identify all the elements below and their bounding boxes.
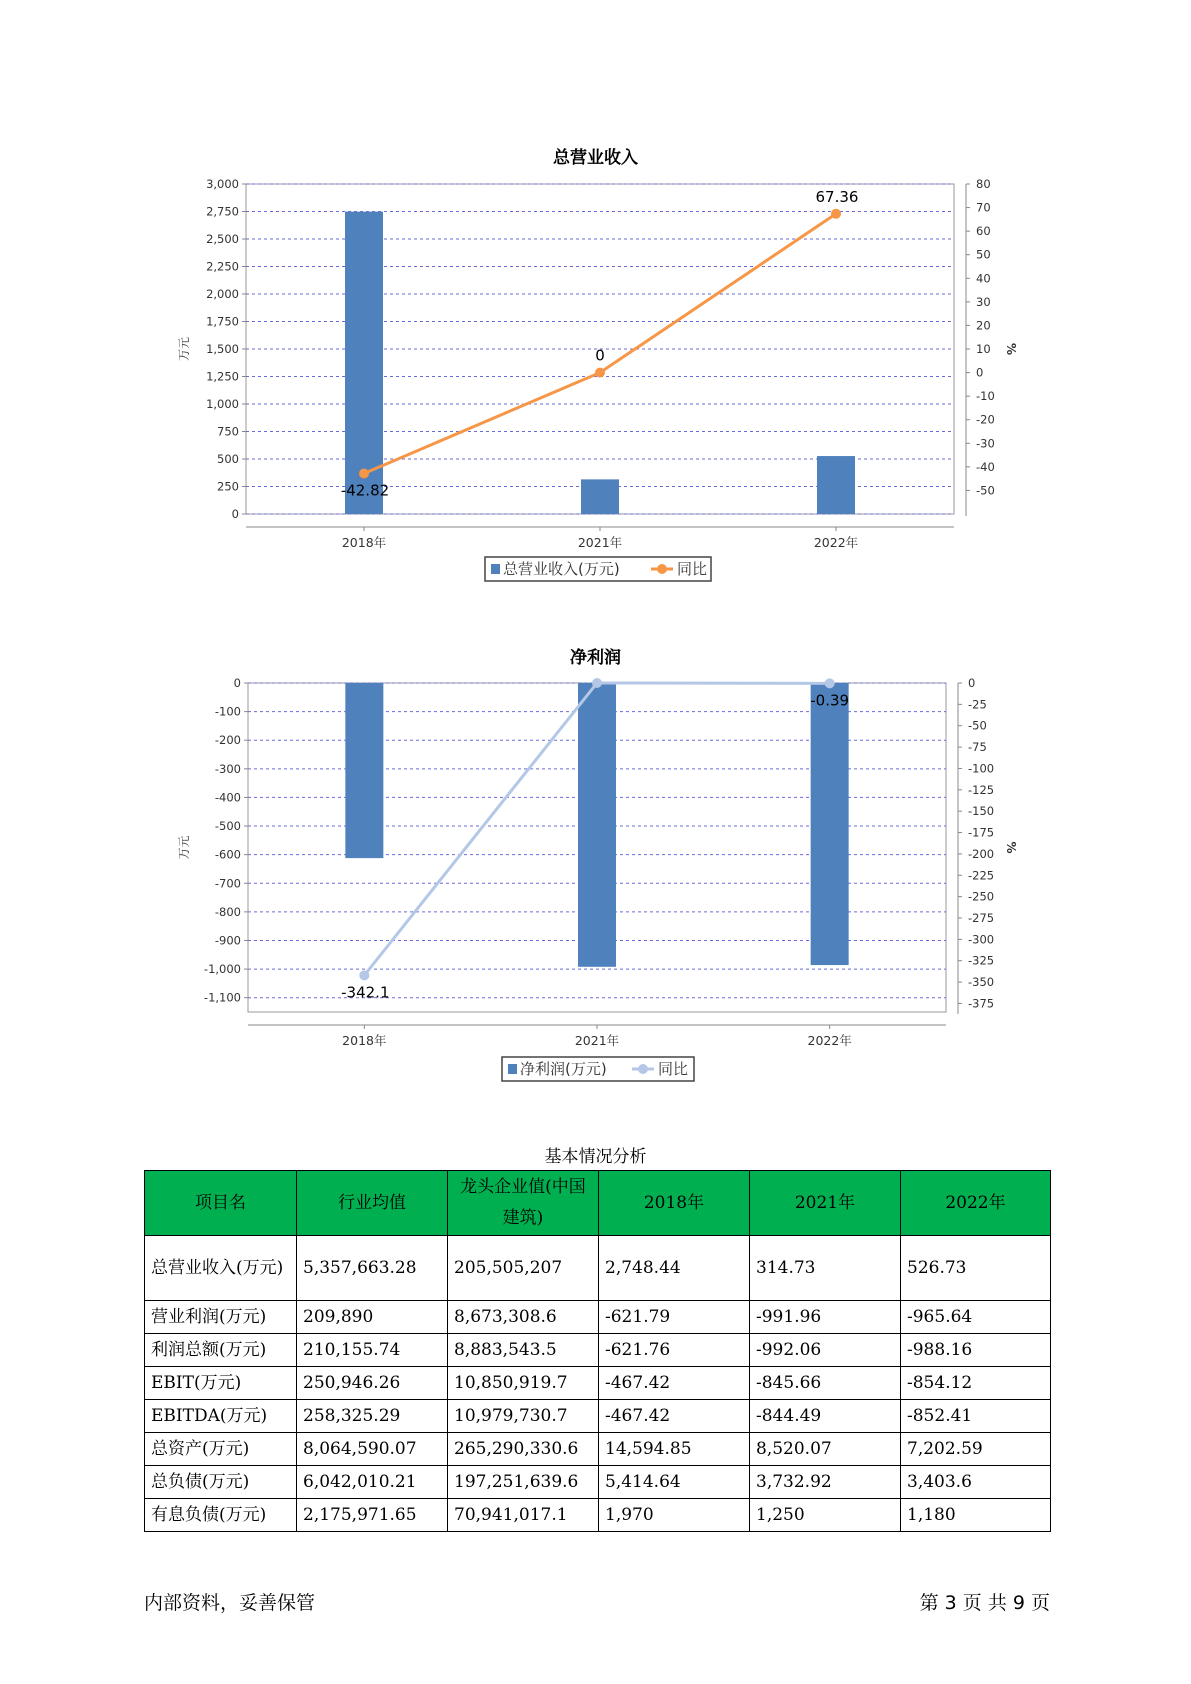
y2-tick-label: 10 — [976, 342, 991, 356]
data-label: -0.39 — [810, 691, 850, 710]
y2-axis-label: % — [1004, 342, 1018, 356]
legend-line-marker — [638, 1064, 648, 1074]
data-label: 0 — [595, 346, 605, 365]
value-cell: 8,064,590.07 — [297, 1433, 448, 1466]
row-label-cell: 总资产(万元) — [145, 1433, 297, 1466]
y2-tick-label: 70 — [976, 200, 991, 215]
y2-tick-label: -325 — [968, 953, 995, 968]
y2-tick-label: -175 — [968, 825, 995, 840]
table-row — [145, 1334, 1051, 1367]
y2-tick-label: -100 — [968, 761, 995, 776]
y-tick-label: 2,000 — [206, 287, 239, 301]
value-cell: 197,251,639.6 — [448, 1466, 599, 1499]
y2-tick-label: -50 — [976, 483, 995, 498]
x-tick-label: 2021年 — [577, 535, 623, 550]
row-label-cell: 利润总额(万元) — [145, 1334, 297, 1367]
y2-tick-label: -10 — [976, 389, 995, 404]
value-cell: 210,155.74 — [297, 1334, 448, 1367]
x-tick-label: 2022年 — [807, 1033, 852, 1048]
y2-axis-label: % — [1004, 841, 1018, 854]
header-2022: 2022年 — [901, 1171, 1051, 1236]
value-cell: 250,946.26 — [297, 1367, 448, 1400]
footer-confidential: 内部资料，妥善保管 — [144, 1592, 316, 1614]
y-tick-label: 1,750 — [206, 314, 239, 329]
y2-tick-label: -30 — [976, 436, 995, 451]
y-tick-label: -800 — [214, 904, 241, 919]
bar — [345, 683, 383, 858]
data-label: -42.82 — [340, 481, 390, 500]
y-axis-label: 万元 — [177, 336, 191, 362]
value-cell: -854.12 — [901, 1367, 1051, 1400]
basic-analysis-table — [144, 1170, 1051, 1532]
y2-tick-label: 0 — [968, 676, 976, 690]
row-label-cell: 营业利润(万元) — [145, 1301, 297, 1334]
value-cell: 1,180 — [901, 1499, 1051, 1532]
value-cell: 8,673,308.6 — [448, 1301, 599, 1334]
y-tick-label: -600 — [214, 847, 241, 862]
value-cell: 205,505,207 — [448, 1236, 599, 1301]
value-cell: -991.96 — [750, 1301, 901, 1334]
value-cell: 7,202.59 — [901, 1433, 1051, 1466]
x-tick-label: 2018年 — [342, 1033, 387, 1048]
value-cell: 5,414.64 — [599, 1466, 750, 1499]
row-label-cell: 总负债(万元) — [145, 1466, 297, 1499]
value-cell: -844.49 — [750, 1400, 901, 1433]
y-tick-label: -1,000 — [203, 962, 241, 977]
y-tick-label: 0 — [233, 676, 241, 690]
y-tick-label: 0 — [231, 507, 239, 521]
y-tick-label: 1,500 — [206, 342, 239, 356]
value-cell: -621.79 — [599, 1301, 750, 1334]
header-leader-value: 龙头企业值(中国建筑) — [448, 1171, 599, 1236]
y2-tick-label: -25 — [968, 697, 987, 712]
value-cell: 2,175,971.65 — [297, 1499, 448, 1532]
value-cell: 1,250 — [750, 1499, 901, 1532]
y-tick-label: -100 — [214, 704, 241, 719]
value-cell: 314.73 — [750, 1236, 901, 1301]
chart2-title: 净利润 — [570, 648, 621, 668]
y-tick-label: -1,100 — [203, 990, 241, 1005]
value-cell: 3,732.92 — [750, 1466, 901, 1499]
value-cell: -965.64 — [901, 1301, 1051, 1334]
value-cell: 8,520.07 — [750, 1433, 901, 1466]
y-tick-label: 2,250 — [206, 259, 239, 274]
y2-tick-label: 50 — [976, 247, 991, 262]
value-cell: 10,850,919.7 — [448, 1367, 599, 1400]
value-cell: 10,979,730.7 — [448, 1400, 599, 1433]
value-cell: 1,970 — [599, 1499, 750, 1532]
value-cell: -467.42 — [599, 1400, 750, 1433]
y2-tick-label: 40 — [976, 271, 991, 286]
row-label-cell: 有息负债(万元) — [145, 1499, 297, 1532]
x-tick-label: 2018年 — [341, 535, 387, 550]
value-cell: 2,748.44 — [599, 1236, 750, 1301]
value-cell: -621.76 — [599, 1334, 750, 1367]
header-2018: 2018年 — [599, 1171, 750, 1236]
y2-tick-label: -200 — [968, 846, 995, 861]
legend-bar-label: 总营业收入(万元) — [503, 560, 620, 578]
y-tick-label: 3,000 — [206, 177, 239, 191]
bar — [811, 683, 849, 965]
y-tick-label: -200 — [214, 733, 241, 748]
y2-tick-label: 20 — [976, 318, 991, 333]
row-label-cell: EBITDA(万元) — [145, 1400, 297, 1433]
value-cell: 14,594.85 — [599, 1433, 750, 1466]
series-point — [825, 678, 835, 688]
y2-tick-label: 0 — [976, 365, 984, 380]
y2-tick-label: -250 — [968, 889, 995, 904]
y2-tick-label: 60 — [976, 224, 991, 239]
table-row — [145, 1236, 1051, 1301]
legend-line-label: 同比 — [658, 1060, 689, 1078]
value-cell: 265,290,330.6 — [448, 1433, 599, 1466]
x-tick-label: 2022年 — [813, 535, 859, 550]
table-row — [145, 1433, 1051, 1466]
y2-tick-label: -275 — [968, 911, 995, 925]
table-row — [145, 1301, 1051, 1334]
x-tick-label: 2021年 — [574, 1033, 620, 1048]
y-tick-label: -700 — [214, 876, 241, 891]
table-row — [145, 1499, 1051, 1532]
y2-tick-label: -350 — [968, 975, 995, 990]
y2-tick-label: -300 — [968, 932, 995, 947]
y-tick-label: 750 — [217, 424, 239, 439]
y-tick-label: 1,000 — [206, 397, 239, 411]
table-caption: 基本情况分析 — [544, 1147, 647, 1167]
legend-bar-swatch — [508, 1064, 517, 1074]
y-tick-label: -400 — [214, 790, 241, 805]
y2-tick-label: -225 — [968, 868, 995, 883]
y-tick-label: 1,250 — [206, 369, 239, 384]
y2-tick-label: 80 — [976, 177, 991, 191]
series-point — [359, 970, 369, 980]
header-2021: 2021年 — [750, 1171, 901, 1236]
header-industry-avg: 行业均值 — [297, 1171, 448, 1236]
footer-page-number: 第 3 页 共 9 页 — [919, 1592, 1050, 1614]
value-cell: -467.42 — [599, 1367, 750, 1400]
y2-tick-label: -150 — [968, 804, 995, 819]
row-label-cell: EBIT(万元) — [145, 1367, 297, 1400]
value-cell: -992.06 — [750, 1334, 901, 1367]
table-header-row — [145, 1171, 1051, 1236]
y2-tick-label: -50 — [968, 718, 987, 733]
legend-line-label: 同比 — [677, 560, 708, 578]
row-label-cell: 总营业收入(万元) — [145, 1236, 297, 1301]
data-label: -342.1 — [341, 983, 390, 1002]
y2-tick-label: 30 — [976, 294, 991, 309]
data-label: 67.36 — [815, 187, 859, 206]
bar — [578, 683, 616, 967]
value-cell: 209,890 — [297, 1301, 448, 1334]
y2-tick-label: -75 — [968, 740, 987, 755]
value-cell: 6,042,010.21 — [297, 1466, 448, 1499]
y-tick-label: 250 — [217, 479, 239, 494]
y2-tick-label: -20 — [976, 412, 995, 427]
value-cell: 258,325.29 — [297, 1400, 448, 1433]
value-cell: 8,883,543.5 — [448, 1334, 599, 1367]
value-cell: 70,941,017.1 — [448, 1499, 599, 1532]
y-tick-label: 2,500 — [206, 232, 239, 246]
header-item-name: 项目名 — [145, 1171, 297, 1236]
table-row — [145, 1367, 1051, 1400]
chart1-title: 总营业收入 — [553, 148, 638, 168]
y-tick-label: 500 — [217, 452, 239, 466]
value-cell: 3,403.6 — [901, 1466, 1051, 1499]
y-tick-label: -300 — [214, 761, 241, 776]
legend-bar-label: 净利润(万元) — [520, 1060, 607, 1078]
value-cell: -852.41 — [901, 1400, 1051, 1433]
table-row — [145, 1400, 1051, 1433]
y2-tick-label: -40 — [976, 459, 995, 474]
value-cell: 526.73 — [901, 1236, 1051, 1301]
y-tick-label: -900 — [214, 933, 241, 948]
series-point — [592, 678, 602, 688]
value-cell: -988.16 — [901, 1334, 1051, 1367]
y2-tick-label: -125 — [968, 782, 995, 797]
y-tick-label: 2,750 — [206, 204, 239, 219]
y-tick-label: -500 — [214, 819, 241, 834]
value-cell: 5,357,663.28 — [297, 1236, 448, 1301]
value-cell: -845.66 — [750, 1367, 901, 1400]
table-row — [145, 1466, 1051, 1499]
y2-tick-label: -375 — [968, 996, 995, 1011]
y-axis-label: 万元 — [177, 835, 191, 860]
